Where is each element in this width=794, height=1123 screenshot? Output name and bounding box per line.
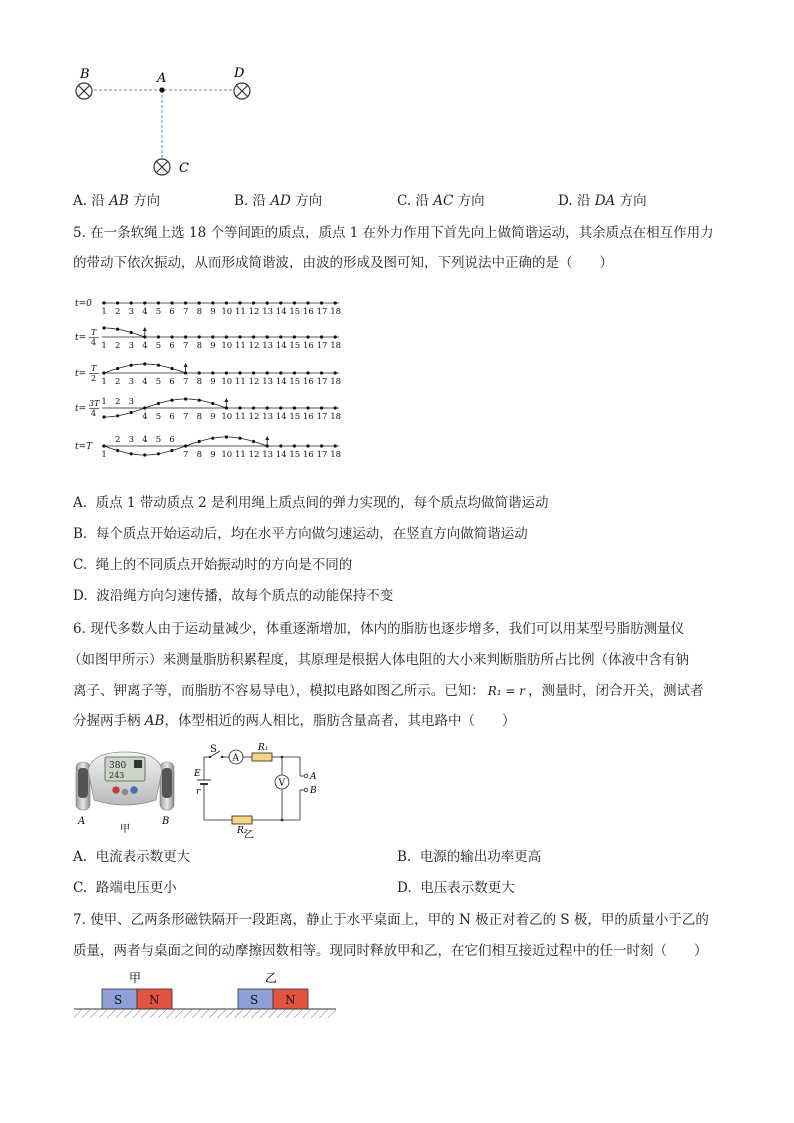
wave-point xyxy=(211,335,214,338)
wave-point xyxy=(116,414,119,417)
wave-point-number: 7 xyxy=(183,450,189,460)
wave-point xyxy=(143,362,146,365)
wave-point xyxy=(130,331,133,334)
wave-point-number: 16 xyxy=(303,307,314,317)
wave-time-label: t= xyxy=(75,404,87,414)
wave-time-numerator: T xyxy=(91,328,97,337)
q6-option-a[interactable]: A. 电流表示数更大 xyxy=(73,849,191,865)
wave-point-number: 1 xyxy=(101,377,107,387)
wave-point xyxy=(102,371,105,374)
wave-point xyxy=(334,335,337,338)
wave-point-number: 5 xyxy=(155,435,162,445)
wave-point xyxy=(130,411,133,414)
wave-point xyxy=(198,335,201,338)
wave-point xyxy=(130,364,133,367)
wave-point xyxy=(334,301,337,304)
device-button-right xyxy=(131,787,138,794)
wave-point xyxy=(170,399,173,402)
wave-point xyxy=(266,301,269,304)
q7-stem-line1: 7. 使甲、乙两条形磁铁隔开一段距离，静止于水平桌面上，甲的 N 极正对着乙的 S 极，甲的质量小于乙的 xyxy=(73,912,709,928)
wave-point xyxy=(116,449,119,452)
wave-point-number: 1 xyxy=(101,341,107,351)
r2-label: R₂ xyxy=(237,826,248,836)
wave-point-number: 2 xyxy=(115,377,121,387)
wave-point-number: 14 xyxy=(275,307,287,317)
wave-point xyxy=(198,371,201,374)
q5-option-b[interactable]: B. 每个质点开始运动后，均在水平方向做匀速运动，在竖直方向做简谐运动 xyxy=(73,526,528,542)
wave-point-number: 18 xyxy=(330,307,342,317)
wave-point-number: 17 xyxy=(316,450,328,460)
magnet-jia-n-label: N xyxy=(149,993,160,1007)
q4-option-d[interactable]: D. 沿 DA 方向 xyxy=(558,193,647,209)
wave-point xyxy=(306,301,309,304)
wave-point-number: 17 xyxy=(316,377,328,387)
wave-point xyxy=(252,301,255,304)
wave-point xyxy=(211,371,214,374)
switch-label: S xyxy=(210,744,217,755)
wave-point-number: 6 xyxy=(169,307,175,317)
wave-point-number: 2 xyxy=(115,307,121,317)
wave-point-number: 11 xyxy=(235,450,246,460)
wave-point-number: 16 xyxy=(303,341,314,351)
wave-point xyxy=(266,371,269,374)
wave-point xyxy=(130,301,133,304)
wave-point xyxy=(157,335,160,338)
wave-point xyxy=(184,335,187,338)
wave-point-number: 9 xyxy=(210,377,216,387)
terminal-b xyxy=(304,788,308,792)
wave-point-number: 11 xyxy=(235,307,246,317)
wave-point-number: 15 xyxy=(289,341,301,351)
wave-row-0 xyxy=(75,299,341,317)
wave-point-number: 12 xyxy=(248,307,260,317)
q6-stem-line3: 离子、钾离子等，而脂肪不容易导电），模拟电路如图乙所示。已知： R₁ = r ，测量时，闭合开关，测试者 xyxy=(73,683,704,699)
table-hatching xyxy=(74,1009,336,1018)
wave-point-number: 11 xyxy=(235,412,246,422)
circuit-caption: 乙 xyxy=(244,830,254,838)
wave-point xyxy=(293,444,296,447)
wave-point xyxy=(252,371,255,374)
wave-point xyxy=(198,301,201,304)
wave-point-number: 13 xyxy=(262,450,274,460)
wave-point xyxy=(293,335,296,338)
device-reading-2: 243 xyxy=(109,771,125,780)
wave-point-number: 9 xyxy=(210,412,216,422)
wave-point xyxy=(293,371,296,374)
wave-point-number: 16 xyxy=(303,377,314,387)
wave-point-number: 4 xyxy=(142,377,148,387)
wave-time-label: t=T xyxy=(75,442,93,452)
wave-point xyxy=(225,371,228,374)
wave-point-number: 2 xyxy=(115,397,121,407)
device-caption: 甲 xyxy=(120,824,130,835)
terminal-a-label: A xyxy=(310,772,317,782)
wave-point-number: 8 xyxy=(196,412,203,422)
wave-point xyxy=(102,326,105,329)
wave-point-number: 6 xyxy=(169,412,175,422)
wave-point xyxy=(252,440,255,443)
wave-point xyxy=(252,335,255,338)
internal-r-label: r xyxy=(196,787,201,797)
wave-point xyxy=(306,371,309,374)
wave-point-number: 17 xyxy=(316,341,328,351)
wave-point-number: 6 xyxy=(169,435,175,445)
wave-point xyxy=(306,444,309,447)
wave-point xyxy=(225,301,228,304)
wire-b-icon xyxy=(76,83,92,99)
wave-point xyxy=(279,335,282,338)
wave-point xyxy=(102,301,105,304)
wave-point xyxy=(252,406,255,409)
fat-meter-figure xyxy=(72,744,182,836)
wave-point xyxy=(157,452,160,455)
wave-point-number: 11 xyxy=(235,341,246,351)
wave-point-number: 9 xyxy=(210,307,216,317)
wave-point xyxy=(184,371,187,374)
wave-point xyxy=(184,301,187,304)
wave-point-number: 5 xyxy=(155,412,162,422)
wave-point xyxy=(116,301,119,304)
wave-point-number: 3 xyxy=(128,307,135,317)
wave-formation-figure xyxy=(74,290,364,470)
wave-point-number: 17 xyxy=(316,307,328,317)
magnet-jia-s-label: S xyxy=(114,993,123,1007)
wave-point-number: 13 xyxy=(262,307,274,317)
magnet-yi-s-label: S xyxy=(250,993,259,1007)
wave-point xyxy=(306,335,309,338)
wave-point xyxy=(170,301,173,304)
wave-point xyxy=(320,444,323,447)
wave-point-number: 7 xyxy=(183,377,189,387)
wire-c-icon xyxy=(154,159,170,175)
wave-point-number: 10 xyxy=(221,377,233,387)
wave-point-number: 7 xyxy=(183,307,189,317)
wave-point xyxy=(170,335,173,338)
resistor-r1 xyxy=(252,753,272,761)
wave-point-number: 15 xyxy=(289,377,301,387)
q6-option-b[interactable]: B. 电源的输出功率更高 xyxy=(397,849,542,865)
wave-point xyxy=(334,371,337,374)
wave-point xyxy=(170,449,173,452)
q4-figure xyxy=(70,62,270,182)
wave-row-3 xyxy=(75,397,341,422)
wave-point-number: 10 xyxy=(221,307,233,317)
wave-point xyxy=(143,301,146,304)
wave-point-number: 2 xyxy=(115,341,121,351)
wave-point-number: 2 xyxy=(115,435,121,445)
q4-option-c[interactable]: C. 沿 AC 方向 xyxy=(397,193,485,209)
wave-point-number: 11 xyxy=(235,377,246,387)
wave-point-number: 5 xyxy=(155,341,162,351)
wave-point xyxy=(116,328,119,331)
device-button-mid xyxy=(122,789,128,795)
wave-point-number: 15 xyxy=(289,412,301,422)
terminal-b-label: B xyxy=(310,786,317,796)
wave-time-label: t= xyxy=(75,333,87,343)
wave-point xyxy=(238,437,241,440)
wave-point-number: 1 xyxy=(101,450,107,460)
wave-point-number: 5 xyxy=(155,377,162,387)
q6-stem-line4: 分握两手柄 AB，体型相近的两人相比，脂肪含量高者，其电路中（ ） xyxy=(73,713,516,729)
q6-number: 6. xyxy=(73,621,86,637)
wave-point xyxy=(198,440,201,443)
wave-point-number: 8 xyxy=(196,341,203,351)
wave-time-denominator: 4 xyxy=(91,338,97,347)
wave-point xyxy=(211,301,214,304)
wave-point xyxy=(306,406,309,409)
wave-point xyxy=(293,406,296,409)
q5-number: 5. xyxy=(73,225,86,241)
wave-row-1 xyxy=(75,326,341,351)
formula-r1-equals-r: R₁ = r xyxy=(487,684,526,698)
wave-point-number: 15 xyxy=(289,307,301,317)
wave-point-number: 14 xyxy=(275,412,287,422)
wave-row-2 xyxy=(75,362,341,387)
wave-point xyxy=(279,371,282,374)
wave-row-4 xyxy=(75,435,341,460)
wave-point-number: 6 xyxy=(169,341,175,351)
ammeter-label: A xyxy=(232,753,239,764)
wave-point-number: 1 xyxy=(101,397,107,407)
wave-point-number: 18 xyxy=(330,450,342,460)
wave-point-number: 10 xyxy=(221,341,233,351)
wave-point-number: 4 xyxy=(142,435,148,445)
q6-stem-line2: （如图甲所示）来测量脂肪积累程度，其原理是根据人体电阻的大小来判断脂肪所占比例（体液中含有钠 xyxy=(68,652,689,668)
wave-point-number: 3 xyxy=(128,397,135,407)
wave-time-numerator: T xyxy=(91,364,97,373)
wave-point-number: 8 xyxy=(196,307,203,317)
wave-point-number: 7 xyxy=(183,341,189,351)
wave-point-number: 18 xyxy=(330,412,342,422)
wave-point xyxy=(266,335,269,338)
wave-point xyxy=(320,335,323,338)
wave-point-number: 3 xyxy=(128,341,135,351)
wave-point xyxy=(116,367,119,370)
wave-point xyxy=(102,415,105,418)
wave-time-denominator: 4 xyxy=(91,409,97,418)
q5-option-a[interactable]: A. 质点 1 带动质点 2 是利用绳上质点间的弹力实现的，每个质点均做简谐运动 xyxy=(73,495,549,511)
wave-point xyxy=(334,444,337,447)
device-label-a: A xyxy=(78,816,86,827)
magnet-yi-n-label: N xyxy=(285,993,296,1007)
wave-point xyxy=(238,406,241,409)
wave-point-number: 3 xyxy=(128,435,135,445)
wave-point-number: 16 xyxy=(303,412,314,422)
circuit-figure xyxy=(192,742,322,838)
wave-point xyxy=(293,301,296,304)
r1-label: R₁ xyxy=(258,743,269,753)
wave-point xyxy=(266,406,269,409)
point-a-dot xyxy=(159,87,164,92)
label-c: C xyxy=(179,161,189,176)
label-d: D xyxy=(234,66,245,81)
wave-point-number: 9 xyxy=(210,341,216,351)
wave-point xyxy=(238,335,241,338)
emf-label: E xyxy=(194,769,201,779)
wave-point xyxy=(320,301,323,304)
q5-stem-line1: 5. 在一条软绳上选 18 个等间距的质点，质点 1 在外力作用下首先向上做简谐运动，其余质点在相互作用力 xyxy=(73,225,714,241)
wave-point-number: 18 xyxy=(330,377,342,387)
wave-time-label: t=0 xyxy=(75,299,92,309)
wave-point-number: 13 xyxy=(262,412,274,422)
wave-point xyxy=(143,406,146,409)
magnet-jia-caption: 甲 xyxy=(129,971,142,985)
q5-stem-line2: 的带动下依次振动，从而形成简谐波，由波的形成及图可知，下列说法中正确的是（ ） xyxy=(73,255,613,271)
wire-d-icon xyxy=(234,83,250,99)
q5-option-c[interactable]: C. 绳上的不同质点开始振动时的方向是不同的 xyxy=(73,557,353,573)
wave-point-number: 10 xyxy=(221,450,233,460)
wave-point-number: 15 xyxy=(289,450,301,460)
wave-point-number: 12 xyxy=(248,341,260,351)
wave-point xyxy=(266,444,269,447)
wave-point xyxy=(279,301,282,304)
wave-point xyxy=(225,406,228,409)
wave-time-denominator: 2 xyxy=(91,374,97,383)
wave-point xyxy=(184,397,187,400)
wave-point-number: 4 xyxy=(142,412,148,422)
wave-point xyxy=(279,406,282,409)
wave-point-number: 6 xyxy=(169,377,175,387)
wave-point xyxy=(334,406,337,409)
label-b: B xyxy=(80,67,90,82)
wave-point xyxy=(320,371,323,374)
wave-point-number: 18 xyxy=(330,341,342,351)
q6-option-d[interactable]: D. 电压表示数更大 xyxy=(397,880,515,896)
wave-point-number: 8 xyxy=(196,450,203,460)
wave-point xyxy=(170,367,173,370)
wave-point-number: 17 xyxy=(316,412,328,422)
wave-point xyxy=(198,399,201,402)
wave-point xyxy=(211,402,214,405)
q4-option-b[interactable]: B. 沿 AD 方向 xyxy=(234,193,323,209)
wave-point-number: 14 xyxy=(275,377,287,387)
wave-point-number: 5 xyxy=(155,307,162,317)
wave-point xyxy=(130,452,133,455)
q6-stem-line1: 6. 现代多数人由于运动量减少，体重逐渐增加，体内的脂肪也逐步增多，我们可以用某型号脂肪测量仪 xyxy=(73,621,685,637)
wave-point xyxy=(279,444,282,447)
wave-point-number: 12 xyxy=(248,450,260,460)
magnet-yi-caption: 乙 xyxy=(265,971,278,985)
wave-point xyxy=(211,437,214,440)
wave-point-number: 16 xyxy=(303,450,314,460)
wave-point xyxy=(320,406,323,409)
wave-point-number: 8 xyxy=(196,377,203,387)
q7-number: 7. xyxy=(73,912,86,928)
wave-point xyxy=(157,364,160,367)
wave-time-label: t= xyxy=(75,369,87,379)
wave-point xyxy=(238,301,241,304)
device-label-b: B xyxy=(162,816,170,827)
label-a: A xyxy=(157,71,167,86)
q5-option-d[interactable]: D. 波沿绳方向匀速传播，故每个质点的动能保持不变 xyxy=(73,588,394,604)
wave-point-number: 3 xyxy=(128,377,135,387)
magnets-figure xyxy=(72,968,338,1024)
wave-point-number: 1 xyxy=(101,307,107,317)
wave-point xyxy=(143,453,146,456)
wave-point-number: 12 xyxy=(248,377,260,387)
device-reading-1: 380 xyxy=(109,761,127,771)
wave-point-number: 14 xyxy=(275,341,287,351)
wave-point xyxy=(184,444,187,447)
wave-point xyxy=(157,301,160,304)
wave-point-number: 12 xyxy=(248,412,260,422)
wave-point xyxy=(225,435,228,438)
q6-option-c[interactable]: C. 路端电压更小 xyxy=(73,880,177,896)
wave-point-number: 13 xyxy=(262,377,274,387)
wave-point-number: 10 xyxy=(221,412,233,422)
wave-point-number: 4 xyxy=(142,341,148,351)
voltmeter-label: V xyxy=(278,778,285,789)
resistor-r2 xyxy=(232,816,252,824)
q7-stem-line2: 质量，两者与桌面之间的动摩擦因数相等。现同时释放甲和乙，在它们相互接近过程中的任一时刻（ ） xyxy=(73,943,708,959)
wave-point-number: 7 xyxy=(183,412,189,422)
device-button-left xyxy=(113,787,120,794)
terminal-a xyxy=(304,774,308,778)
wave-point-number: 14 xyxy=(275,450,287,460)
wave-point xyxy=(157,402,160,405)
wave-point-number: 9 xyxy=(210,450,216,460)
wave-point xyxy=(143,335,146,338)
wave-point xyxy=(102,444,105,447)
wave-point-number: 13 xyxy=(262,341,274,351)
wave-point xyxy=(238,371,241,374)
wave-time-numerator: 3T xyxy=(89,399,100,408)
q4-option-a[interactable]: A. 沿 AB 方向 xyxy=(73,193,161,209)
wave-point-number: 4 xyxy=(142,307,148,317)
wave-point xyxy=(225,335,228,338)
